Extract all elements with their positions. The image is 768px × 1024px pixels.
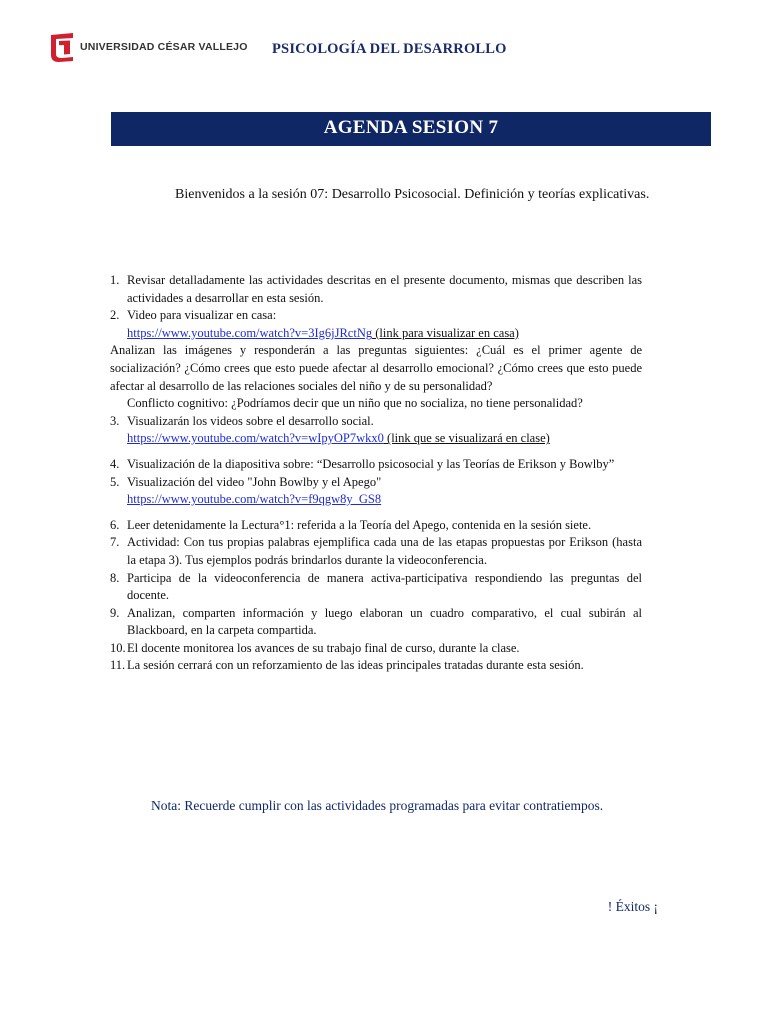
- list-item: 2. Video para visualizar en casa: https://www.youtube.com/watch?v=3Ig6jJRctNg (link para visualizar en casa): [110, 308, 519, 340]
- note-text: Nota: Recuerde cumplir con las actividades programadas para evitar contratiempos.: [151, 798, 604, 813]
- list-item: 6. Leer detenidamente la Lectura°1: referida a la Teoría del Apego, contenida en la sesión siete.: [110, 517, 592, 532]
- conflict-paragraph: Conflicto cognitivo: ¿Podríamos decir que un niño que no socializa, no tiene personalidad?: [127, 396, 583, 411]
- list-item: 5. Visualización del video "John Bowlby y el Apego" https://www.youtube.com/watch?v=f9qgw8y_GS8: [110, 474, 382, 507]
- ucv-logo-icon: [50, 32, 74, 62]
- note-paragraph: [110, 796, 658, 815]
- questions-paragraph: Analizan las imágenes y responderán a las preguntas siguientes: ¿Cuál es el primer agente de socialización? ¿Cómo crees que esto puede afectar al desarrollo emocional? ¿Cómo crees que esto puede afectar al desarrollo de las relaciones sociales del niño y de su personalidad?: [110, 343, 642, 393]
- list-item: 10. El docente monitorea los avances de su trabajo final de curso, durante la clase.: [110, 640, 520, 655]
- list-item: 4. Visualización de la diapositiva sobre: “Desarrollo psicosocial y las Teorías de Erikson y Bowlby”: [110, 456, 615, 471]
- list-item: 7. Actividad: Con tus propias palabras ejemplifica cada una de las etapas propuestas por Erikson (hasta la etapa 3). Tus ejemplos podrás brindarlos durante la videoconferencia.: [110, 535, 642, 567]
- youtube-link-bowlby[interactable]: https://www.youtube.com/watch?v=f9qgw8y_GS8: [127, 492, 382, 507]
- list-item: 8. Participa de la videoconferencia de manera activa-participativa respondiendo las preguntas del docente.: [110, 570, 642, 603]
- closing-message: ! Éxitos ¡: [607, 899, 658, 914]
- list-item: 1. Revisar detalladamente las actividades descritas en el presente documento, mismas que describen las actividades a desarrollar en esta sesión.: [110, 273, 642, 305]
- youtube-link-home[interactable]: https://www.youtube.com/watch?v=3Ig6jJRctNg: [127, 325, 373, 340]
- page-header: [50, 32, 730, 72]
- list-item: 9. Analizan, comparten información y luego elaboran un cuadro comparativo, el cual subirán al Blackboard, en la carpeta compartida.: [110, 605, 642, 638]
- course-title: PSICOLOGÍA DEL DESARROLLO: [272, 41, 507, 57]
- agenda-banner: AGENDA SESION 7: [111, 112, 711, 146]
- university-logo: [50, 32, 248, 62]
- list-item: 3. Visualizarán los videos sobre el desarrollo social. https://www.youtube.com/watch?v=wIpyOP7wkx0 (link que se visualizará en clase): [110, 413, 550, 446]
- university-name: UNIVERSIDAD CÉSAR VALLEJO: [80, 41, 248, 53]
- youtube-link-class[interactable]: https://www.youtube.com/watch?v=wIpyOP7wkx0: [127, 431, 384, 446]
- list-item: 11. La sesión cerrará con un reforzamiento de las ideas principales tratadas durante esta sesión.: [110, 658, 584, 673]
- intro-text: Bienvenidos a la sesión 07: Desarrollo Psicosocial. Definición y teorías explicativas.: [175, 187, 650, 202]
- agenda-list: [110, 272, 642, 675]
- intro-paragraph: [110, 182, 658, 208]
